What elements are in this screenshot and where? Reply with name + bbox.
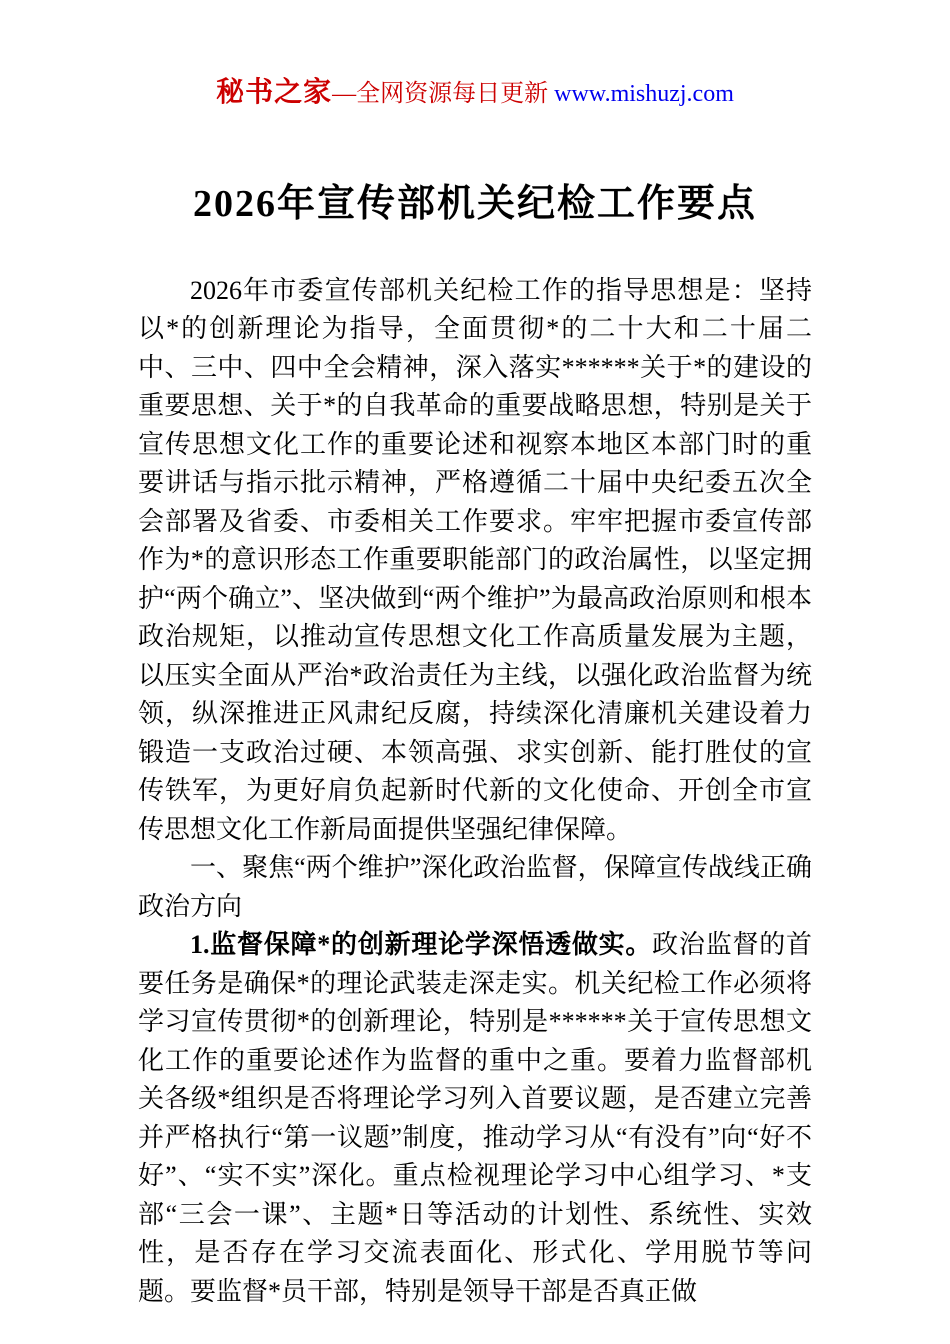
site-name: 秘书之家 <box>216 77 333 108</box>
paragraph-guiding-ideology: 2026年市委宣传部机关纪检工作的指导思想是：坚持以*的创新理论为指导，全面贯彻*的二十大和二十届二中、三中、四中全会精神，深入落实******关于*的建设的重要思想、关于*的自我革命的重要战略思想，特别是关于宣传思想文化工作的重要论述和视察本地区本部门时的重要讲话与指示批示精神，严格遵循二十届中央纪委五次全会部署及省委、市委相关工作要求。牢牢把握市委宣传部作为*的意识形态工作重要职能部门的政治属性，以坚定拥护“两个确立”、坚决做到“两个维护”为最高政治原则和根本政治规矩，以推动宣传思想文化工作高质量发展为主题，以压实全面从严治*政治责任为主线，以强化政治监督为统领，纵深推进正风肃纪反腐，持续深化清廉机关建设着力锻造一支政治过硬、本领高强、求实创新、能打胜仗的宣传铁军，为更好肩负起新时代新的文化使命、开创全市宣传思想文化工作新局面提供坚强纪律保障。 <box>138 275 812 844</box>
paragraph-item-1 <box>138 926 812 1311</box>
item-1-body-text: 政治监督的首要任务是确保*的理论武装走深走实。机关纪检工作必须将学习宣传贯彻*的创新理论，特别是******关于宣传思想文化工作的重要论述作为监督的重中之重。要着力监督部机关各级*组织是否将理论学习列入首要议题，是否建立完善并严格执行“第一议题”制度，推动学习从“有没有”向“好不好”、“实不实”深化。重点检视理论学习中心组学习、*支部“三会一课”、主题*日等活动的计划性、系统性、实效性，是否存在学习交流表面化、形式化、学用脱节等问题。要监督*员干部，特别是领导干部是否真正做 <box>138 930 812 1306</box>
site-url-link[interactable]: www.mishuzj.com <box>554 81 734 107</box>
site-header <box>138 78 812 112</box>
document-title: 2026年宣传部机关纪检工作要点 <box>192 183 757 225</box>
item-1-bold-lead: 1.监督保障*的创新理论学深悟透做实。 <box>190 930 653 960</box>
section-heading-one: 一、聚焦“两个维护”深化政治监督，保障宣传战线正确政治方向 <box>138 853 812 921</box>
site-tagline: —全网资源每日更新 <box>332 81 555 107</box>
document-body <box>138 272 812 1312</box>
